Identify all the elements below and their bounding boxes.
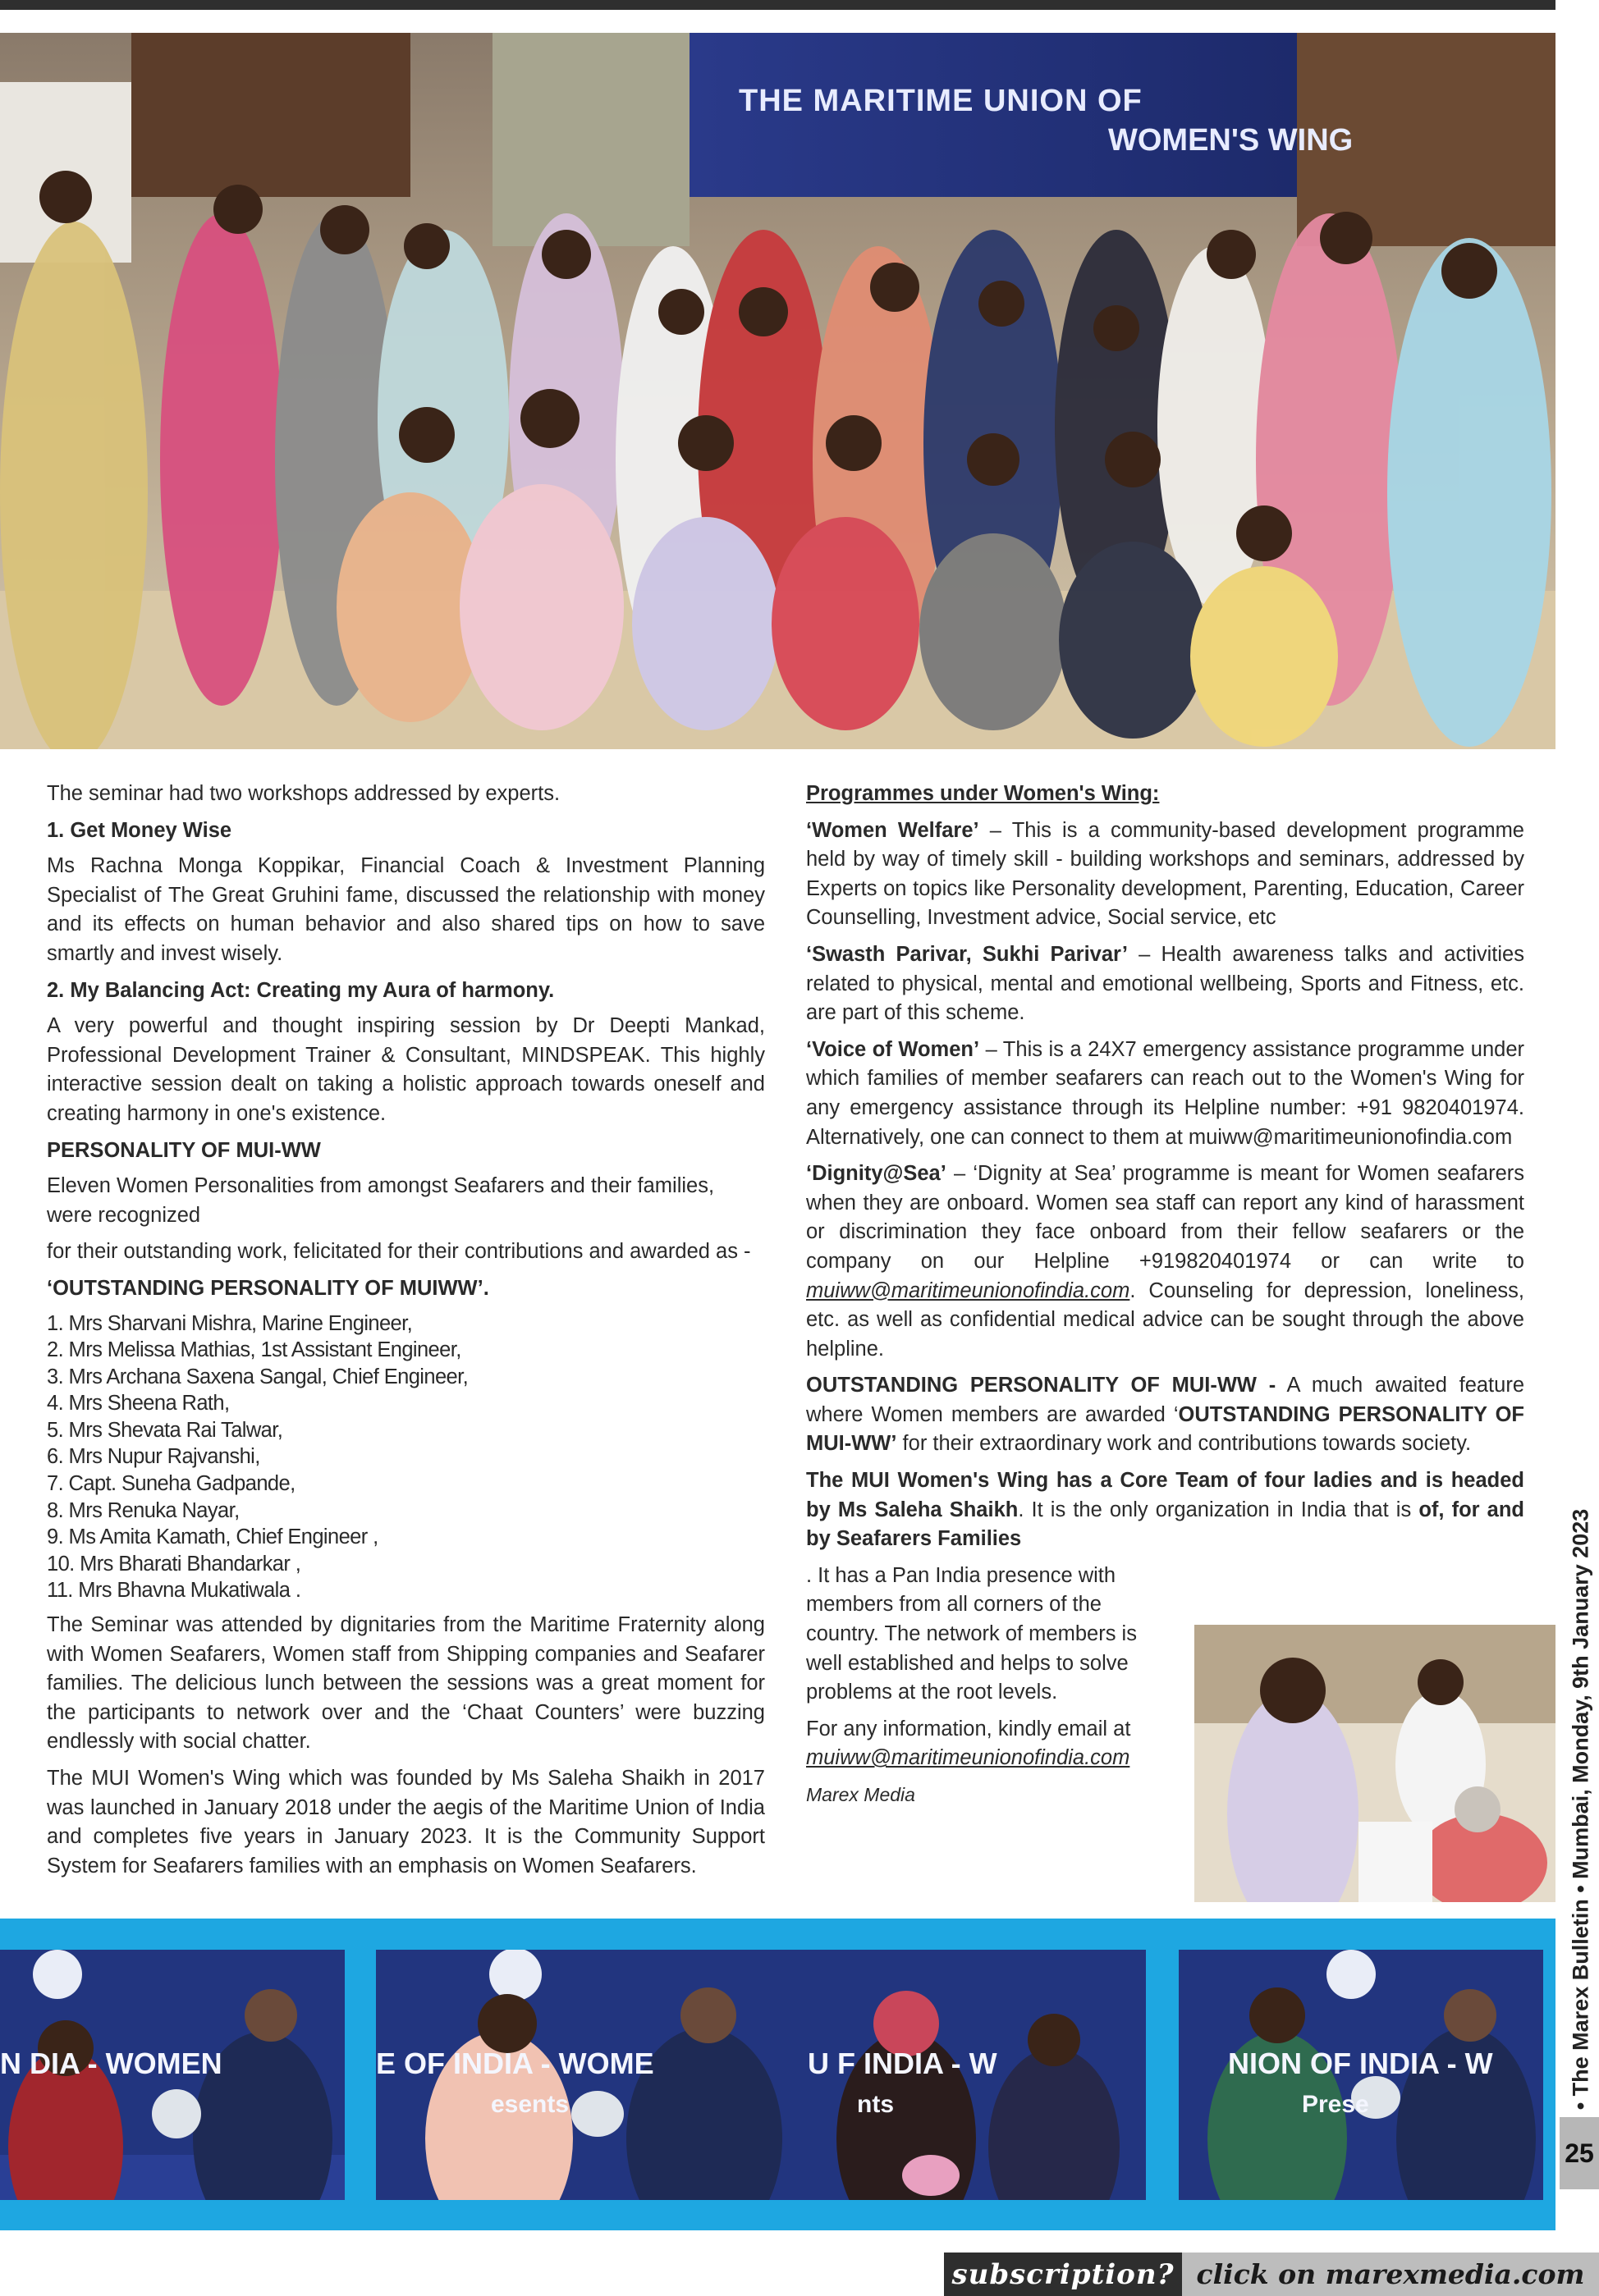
outstanding-title: OUTSTANDING PERSONALITY OF MUI-WW - — [806, 1374, 1276, 1397]
dignity-at-sea-body: – ‘Dignity at Sea’ programme is meant for Women seafarers when they are onboard. Women sea staff can report any kind of harassment or discrimination they face onboard from their fellow seafarers or the company on our Helpline +919820401974 or can write to — [806, 1162, 1524, 1273]
core-team-tail: . It has a Pan India presence with members from all corners of the country. The network of members is well established and helps to solve problems at the root levels. — [806, 1563, 1137, 1704]
personality-text-1: Eleven Women Personalities from amongst Seafarers and their families, were recognized — [47, 1174, 715, 1227]
workshop-2-body: A very powerful and thought inspiring session by Dr Deepti Mankad, Professional Development Trainer & Consultant, MINDSPEAK. This highly interactive session dealt on taking a holistic approach towards oneself and creating harmony in one's existence. — [47, 1014, 765, 1125]
women-welfare-body: – This is a community-based development programme held by way of timely skill - building workshops and seminars, addressed by Experts on topics like Personality development, Parenting, Education, Career Counselling, Investment advice, Social service, etc — [806, 818, 1524, 930]
award-photo-4 — [1179, 1950, 1543, 2200]
dignity-at-sea-text — [806, 1159, 1524, 1364]
core-team-mid: . It is the only organization in India that is — [1018, 1498, 1419, 1521]
workshop-1-title: 1. Get Money Wise — [47, 818, 232, 842]
award-4-subcaption: Prese — [1302, 2091, 1369, 2118]
page-number: 25 — [1560, 2117, 1599, 2189]
programmes-heading: Programmes under Women's Wing: — [806, 782, 1160, 805]
left-column — [47, 780, 765, 1888]
signature: Marex Media — [806, 1784, 915, 1805]
award-photo-3 — [808, 1950, 1146, 2200]
intro-text: The seminar had two workshops addressed by experts. — [47, 782, 561, 805]
outstanding-tail: for their extraordinary work and contributions towards society. — [896, 1432, 1472, 1456]
awardee-item: 11. Mrs Bhavna Mukatiwala . — [47, 1579, 301, 1603]
subscription-link[interactable]: click on marexmedia.com — [1182, 2253, 1599, 2296]
awardee-list — [47, 1310, 765, 1605]
awardee-item: 3. Mrs Archana Saxena Sangal, Chief Engineer, — [47, 1365, 469, 1388]
personality-text-2: for their outstanding work, felicitated for their contributions and awarded as - — [47, 1240, 751, 1264]
footer-banner[interactable] — [944, 2253, 1599, 2296]
voice-of-women-body: – This is a 24X7 emergency assistance programme under which families of member seafarers can reach out to the Women's Wing for any emergency assistance through its Helpline number: +91 9820401974. Alternatively, one can connect to them at muiww@maritimeunionofindia.com — [806, 1037, 1524, 1149]
swasth-parivar-text — [806, 940, 1524, 1028]
awardee-item: 6. Mrs Nupur Rajvanshi, — [47, 1445, 260, 1469]
core-team-text — [806, 1466, 1524, 1554]
award-1-caption: N DIA - WOMEN — [0, 2047, 222, 2080]
contact-text — [806, 1715, 1162, 1773]
award-4-caption: NION OF INDIA - W — [1228, 2047, 1493, 2080]
award-title: ‘OUTSTANDING PERSONALITY OF MUIWW’. — [47, 1276, 489, 1300]
award-2-subcaption: esents — [491, 2091, 570, 2118]
outstanding-bold: OUTSTANDING PERSONALITY OF MUI-WW’ — [806, 1402, 1524, 1456]
awardee-item: 5. Mrs Shevata Rai Talwar, — [47, 1418, 283, 1442]
awardee-item: 10. Mrs Bharati Bhandarkar , — [47, 1552, 301, 1576]
workshop-2-title: 2. My Balancing Act: Creating my Aura of harmony. — [47, 978, 555, 1002]
outstanding-body: A much awaited feature where Women members are awarded ‘ — [806, 1374, 1524, 1426]
group-photo — [0, 33, 1555, 749]
swasth-parivar-body: – Health awareness talks and activities related to physical, mental and emotional wellbeing, Sports and Fitness, etc. are part of this scheme. — [806, 942, 1524, 1025]
founded-text: The MUI Women's Wing which was founded by Ms Saleha Shaikh in 2017 was launched in January 2018 under the aegis of the Maritime Union of India and completes five years in January 2023. It is the Community Support System for Seafarers families with an emphasis on Women Seafarers. — [47, 1767, 765, 1878]
core-team-bold-2: of, for and by Seafarers Families — [806, 1498, 1525, 1551]
outstanding-text — [806, 1371, 1524, 1459]
voice-of-women-text — [806, 1036, 1524, 1152]
bulletin-side-text: • The Marex Bulletin • Mumbai, Monday, 9th January 2023 — [1568, 1508, 1593, 2111]
award-3-subcaption: nts — [857, 2091, 894, 2118]
awardee-item: 7. Capt. Suneha Gadpande, — [47, 1472, 296, 1496]
seminar-text: The Seminar was attended by dignitaries from the Maritime Fraternity along with Women Seafarers, Women staff from Shipping companies and Seafarer families. The delicious lunch between the sessions was a great moment for the participants to network over and the ‘Chaat Counters’ were buzzing endlessly with social chatter. — [47, 1613, 765, 1754]
top-rule — [0, 0, 1555, 10]
dignity-at-sea-title: ‘Dignity@Sea’ — [806, 1162, 946, 1186]
contact-email-link[interactable]: muiww@maritimeunionofindia.com — [806, 1746, 1130, 1770]
workshop-1-body: Ms Rachna Monga Koppikar, Financial Coach & Investment Planning Specialist of The Great Gruhini fame, discussed the relationship with money and its effects on human behavior and also shared tips on how to save smartly and invest wisely. — [47, 854, 765, 965]
award-2-caption: E OF INDIA - WOME — [376, 2047, 654, 2080]
banner-text-right: WOMEN'S WING — [1108, 123, 1354, 158]
award-3-caption: U F INDIA - W — [808, 2047, 997, 2080]
award-photo-1 — [0, 1950, 345, 2200]
swasth-parivar-title: ‘Swasth Parivar, Sukhi Parivar’ — [806, 942, 1128, 966]
awardee-item: 2. Mrs Melissa Mathias, 1st Assistant Engineer, — [47, 1338, 461, 1362]
awardee-item: 8. Mrs Renuka Nayar, — [47, 1498, 240, 1522]
banner-text-left: THE MARITIME UNION OF — [739, 84, 1143, 118]
women-welfare-title: ‘Women Welfare’ — [806, 818, 979, 842]
inset-photo — [1194, 1625, 1555, 1902]
award-photo-2 — [376, 1950, 819, 2200]
dignity-email-link[interactable]: muiww@maritimeunionofindia.com — [806, 1278, 1130, 1302]
subscription-label[interactable]: subscription? — [944, 2253, 1182, 2296]
awardee-item: 9. Ms Amita Kamath, Chief Engineer , — [47, 1525, 378, 1549]
core-team-bold: The MUI Women's Wing has a Core Team of four ladies and is headed by Ms Saleha Shaikh — [806, 1469, 1524, 1521]
dignity-at-sea-tail: . Counseling for depression, loneliness, etc. as well as confidential medical advice can be sought through the above helpline. — [806, 1278, 1524, 1361]
women-welfare-text — [806, 816, 1524, 933]
voice-of-women-title: ‘Voice of Women’ — [806, 1037, 980, 1061]
contact-label: For any information, kindly email at — [806, 1717, 1131, 1740]
awardee-item: 4. Mrs Sheena Rath, — [47, 1392, 230, 1416]
awardee-item: 1. Mrs Sharvani Mishra, Marine Engineer, — [47, 1311, 413, 1335]
personality-title: PERSONALITY OF MUI-WW — [47, 1138, 321, 1162]
award-photo-strip — [0, 1919, 1555, 2230]
